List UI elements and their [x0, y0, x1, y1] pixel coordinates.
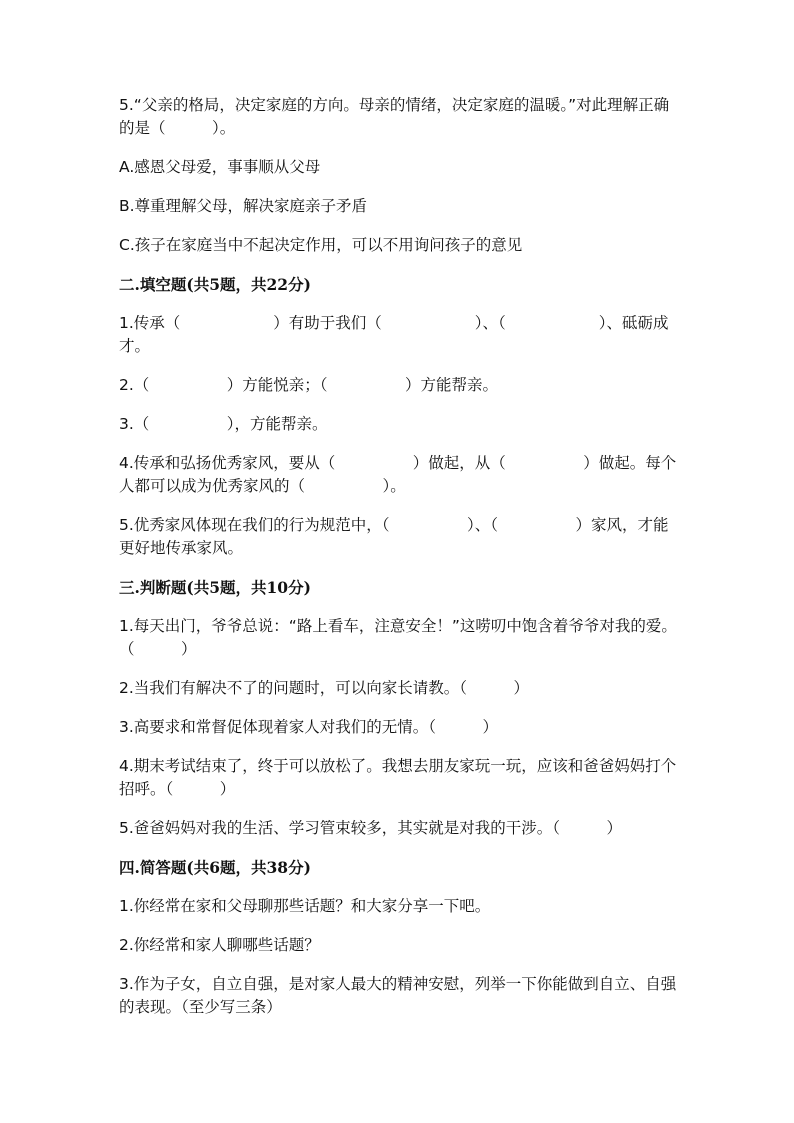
- section-heading-short-answer: 四.简答题(共6题，共38分): [119, 858, 311, 877]
- judge-question-5: 5.爸爸妈妈对我的生活、学习管束较多，其实就是对我的干涉。（ ）: [119, 819, 623, 837]
- fill-question-3: 3.（ ），方能帮亲。: [119, 415, 328, 433]
- judge-question-2: 2.当我们有解决不了的问题时，可以向家长请教。（ ）: [119, 679, 530, 697]
- short-question-2: 2.你经常和家人聊哪些话题？: [119, 936, 320, 954]
- fill-question-4: 4.传承和弘扬优秀家风，要从（ ）做起，从（ ）做起。每个人都可以成为优秀家风的（ ）。: [119, 454, 677, 495]
- option-c: C.孩子在家庭当中不起决定作用，可以不用询问孩子的意见: [119, 236, 523, 254]
- question-5-text: 5.“父亲的格局，决定家庭的方向。母亲的情绪，决定家庭的温暖。”对此理解正确的是（ ）。: [119, 96, 670, 137]
- short-question-1: 1.你经常在家和父母聊那些话题？和大家分享一下吧。: [119, 897, 491, 915]
- judge-question-3: 3.高要求和常督促体现着家人对我们的无情。（ ）: [119, 718, 499, 736]
- option-b: B.尊重理解父母，解决家庭亲子矛盾: [119, 197, 368, 215]
- fill-question-2: 2.（ ）方能悦亲；（ ）方能帮亲。: [119, 376, 499, 394]
- option-a: A.感恩父母爱，事事顺从父母: [119, 158, 321, 176]
- section-heading-fill-in: 二.填空题(共5题，共22分): [119, 275, 311, 294]
- section-heading-true-false: 三.判断题(共5题，共10分): [119, 578, 311, 597]
- fill-question-5: 5.优秀家风体现在我们的行为规范中，（ ）、（ ）家风，才能更好地传承家风。: [119, 516, 669, 557]
- exam-page: [119, 94, 679, 1019]
- short-question-3: 3.作为子女，自立自强，是对家人最大的精神安慰，列举一下你能做到自立、自强的表现。（至少写三条）: [119, 975, 677, 1016]
- judge-question-4: 4.期末考试结束了，终于可以放松了。我想去朋友家玩一玩，应该和爸爸妈妈打个招呼。（ ）: [119, 757, 677, 798]
- judge-question-1: 1.每天出门，爷爷总说：“路上看车，注意安全！”这唠叨中饱含着爷爷对我的爱。（ ）: [119, 617, 677, 658]
- fill-question-1: 1.传承（ ）有助于我们（ ）、（ ）、砥砺成才。: [119, 314, 669, 355]
